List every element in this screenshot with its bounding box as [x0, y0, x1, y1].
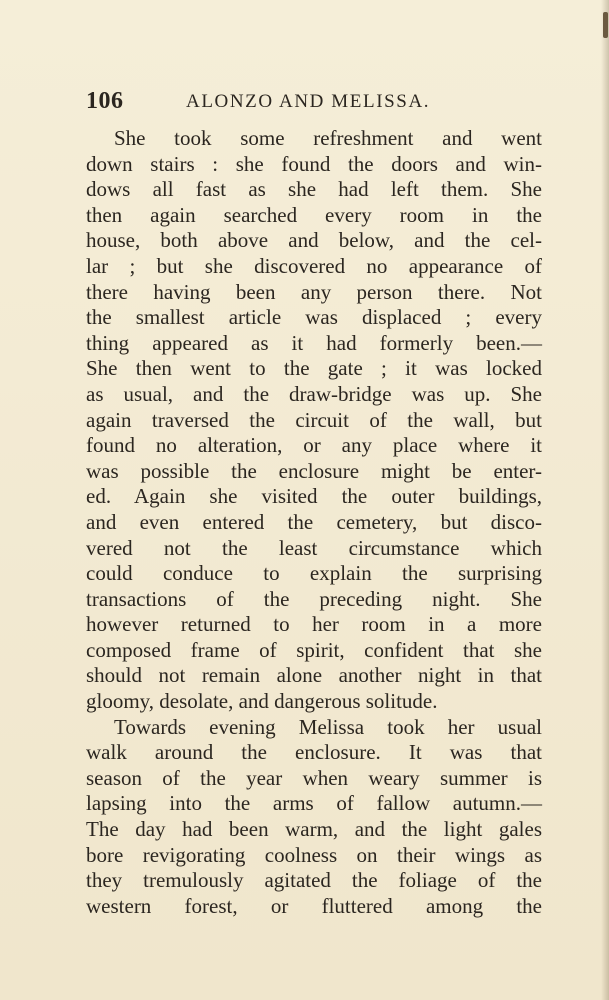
text-line: there having been any person there. Not [86, 279, 542, 304]
text-line: She took some refreshment and went [114, 126, 542, 150]
text-line: She then went to the gate ; it was locked [86, 356, 542, 381]
text-line: and even entered the cemetery, but disco- [86, 509, 542, 534]
text-line: western forest, or fluttered among the [86, 893, 542, 918]
text-line: vered not the least circumstance which [86, 535, 542, 560]
text-line: composed frame of spirit, confident that she [86, 637, 542, 662]
page-number: 106 [86, 88, 124, 114]
text-line: again traversed the circuit of the wall, but [86, 407, 542, 432]
text-line: was possible the enclosure might be enter- [86, 458, 542, 483]
text-line: down stairs : she found the doors and win- [86, 151, 542, 176]
text-line: The day had been warm, and the light gales [86, 817, 542, 842]
text-line: as usual, and the draw-bridge was up. She [86, 381, 542, 406]
text-line: lar ; but she discovered no appearance of [86, 253, 542, 278]
text-line: bore revigorating coolness on their wings as [86, 842, 542, 867]
text-line: Towards evening Melissa took her usual [114, 714, 542, 739]
text-line: however returned to her room in a more [86, 612, 542, 637]
text-line: should not remain alone another night in that [86, 663, 542, 688]
text-line: season of the year when weary summer is [86, 765, 542, 790]
text-line: thing appeared as it had formerly been.— [86, 330, 542, 355]
body-text [86, 126, 542, 919]
text-line: ed. Again she visited the outer buildings, [86, 484, 542, 509]
text-line: they tremulously agitated the foliage of the [86, 868, 542, 893]
text-line: the smallest article was displaced ; every [86, 305, 542, 330]
text-line: then again searched every room in the [86, 202, 542, 227]
text-line: lapsing into the arms of fallow autumn.— [86, 791, 542, 816]
text-line: house, both above and below, and the cel- [86, 228, 542, 253]
page-header [86, 88, 546, 124]
page-edge-mark [603, 12, 608, 38]
text-line: walk around the enclosure. It was that [86, 740, 542, 765]
text-line: found no alteration, or any place where it [86, 433, 542, 458]
text-line: transactions of the preceding night. She [86, 586, 542, 611]
page-edge-shadow [601, 0, 609, 1000]
text-line: gloomy, desolate, and dangerous solitude. [86, 689, 438, 714]
running-head: ALONZO AND MELISSA. [186, 91, 431, 112]
text-line: could conduce to explain the surprising [86, 561, 542, 586]
text-line: dows all fast as she had left them. She [86, 177, 542, 202]
